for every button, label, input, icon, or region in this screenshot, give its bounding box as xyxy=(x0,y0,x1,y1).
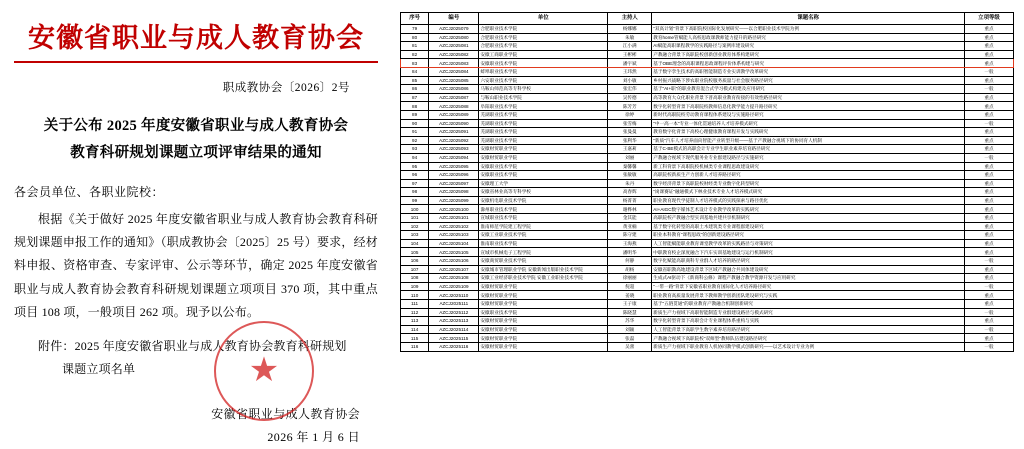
cell-level: 重点 xyxy=(964,248,1013,257)
cell-unit: 滁州职业技术学院 xyxy=(479,205,608,214)
cell-index: 82 xyxy=(401,50,429,59)
table-row xyxy=(401,265,1014,274)
cell-index: 99 xyxy=(401,196,429,205)
cell-index: 79 xyxy=(401,25,429,34)
cell-code: AZCJ2025105 xyxy=(429,248,479,257)
document-title: 关于公布 2025 年度安徽省职业与成人教育协会教育科研规划课题立项评审结果的通知 xyxy=(43,118,349,161)
cell-code: AZCJ2025088 xyxy=(429,102,479,111)
cell-code: AZCJ2025096 xyxy=(429,171,479,180)
column-header-level: 立项等级 xyxy=(964,13,1013,25)
cell-index: 106 xyxy=(401,257,429,266)
cell-leader: 王海燕 xyxy=(608,239,652,248)
cell-code: AZCJ2025100 xyxy=(429,205,479,214)
cell-leader: 吴蕾 xyxy=(608,342,652,351)
cell-index: 111 xyxy=(401,300,429,309)
cell-leader: 江小满 xyxy=(608,42,652,51)
table-row xyxy=(401,171,1014,180)
cell-leader: 朱丹 xyxy=(608,179,652,188)
cell-code: AZCJ2025095 xyxy=(429,162,479,171)
column-header-code: 编号 xyxy=(429,13,479,25)
cell-code: AZCJ2025108 xyxy=(429,274,479,283)
cell-code: AZCJ2025084 xyxy=(429,67,479,76)
cell-code: AZCJ2025103 xyxy=(429,231,479,240)
cell-code: AZCJ2025099 xyxy=(429,196,479,205)
cell-leader: 潘明华 xyxy=(608,248,652,257)
cell-unit: 芜湖职业技术学院 xyxy=(479,119,608,128)
table-row xyxy=(401,282,1014,291)
table-row xyxy=(401,153,1014,162)
notice-document xyxy=(0,0,392,445)
cell-index: 101 xyxy=(401,214,429,223)
cell-code: AZCJ2025081 xyxy=(429,42,479,51)
cell-code: AZCJ2025114 xyxy=(429,325,479,334)
cell-project-title: 数字化转型背景下高职会计专业课程体系重构与实践 xyxy=(652,317,965,326)
cell-index: 89 xyxy=(401,110,429,119)
cell-leader: 张利华 xyxy=(608,136,652,145)
table-row xyxy=(401,93,1014,102)
cell-level: 重点 xyxy=(964,239,1013,248)
cell-level: 重点 xyxy=(964,334,1013,343)
cell-project-title: AI+AIGC数字媒体艺术设计专业教学改革的实践研究 xyxy=(652,205,965,214)
cell-index: 103 xyxy=(401,231,429,240)
table-row xyxy=(401,239,1014,248)
cell-unit: 芜湖职业技术学院 xyxy=(479,110,608,119)
column-header-project-title: 课题名称 xyxy=(652,13,965,25)
cell-project-title: 人工智能赋能职业教育课堂教学改革的实践路径与对策研究 xyxy=(652,239,965,248)
document-body-paragraph: 根据《关于做好 2025 年度安徽省职业与成人教育协会教育科研规划课题申报工作的通知》（职成教协会〔2025〕25 号）要求，经材料申报、资格审查、专家评审、公示等环节，确定 2025 年度安徽省职业与成人教育协会教育科研规划课题立项项目 370 项，其中重点项目 108 项，一般项目 262 项。现予以公布。 xyxy=(14,211,378,320)
table-row xyxy=(401,308,1014,317)
cell-code: AZCJ2025089 xyxy=(429,110,479,119)
cell-level: 重点 xyxy=(964,205,1013,214)
column-header-leader: 主持人 xyxy=(608,13,652,25)
cell-unit: 淮南师范学院建工程学院 xyxy=(479,222,608,231)
cell-leader: 倪超 xyxy=(608,282,652,291)
cell-unit: 安徽财贸职业学院 xyxy=(479,325,608,334)
cell-leader: 陈晓慧 xyxy=(608,308,652,317)
table-row xyxy=(401,76,1014,85)
cell-unit: 安徽财贸职业学院 xyxy=(479,282,608,291)
cell-leader: 刘小敏 xyxy=(608,76,652,85)
cell-level: 重点 xyxy=(964,214,1013,223)
cell-index: 109 xyxy=(401,282,429,291)
cell-code: AZCJ2025102 xyxy=(429,222,479,231)
cell-index: 80 xyxy=(401,33,429,42)
cell-code: AZCJ2025116 xyxy=(429,342,479,351)
cell-unit: 蚌埠职业技术学院 xyxy=(479,67,608,76)
cell-index: 96 xyxy=(401,171,429,180)
table-row xyxy=(401,300,1014,309)
cell-code: AZCJ2025082 xyxy=(429,50,479,59)
table-body xyxy=(401,25,1014,352)
cell-project-title: 职业本科教育"课程思政"的创新建设路径研究 xyxy=(652,231,965,240)
cell-project-title: 新时代高职院校劳动教育课程体系建设与实施路径研究 xyxy=(652,110,965,119)
cell-project-title: "新质"汽车人才培养面向智能产业转型升级——基于产教融合视域下的协同育人机制 xyxy=(652,136,965,145)
cell-leader: 黄亚楠 xyxy=(608,222,652,231)
cell-level: 重点 xyxy=(964,171,1013,180)
attachment-sublabel: 课题立项名单 xyxy=(62,361,136,376)
cell-code: AZCJ2025106 xyxy=(429,257,479,266)
cell-leader: 秦馨馨 xyxy=(608,162,652,171)
cell-index: 84 xyxy=(401,67,429,76)
cell-unit: 阜阳职业技术学院 xyxy=(479,102,608,111)
cell-unit: 与鞍山职业技术学院 xyxy=(479,93,608,102)
table-row xyxy=(401,205,1014,214)
table-row xyxy=(401,119,1014,128)
cell-leader: 陈芳芳 xyxy=(608,102,652,111)
cell-level: 一般 xyxy=(964,257,1013,266)
cell-code: AZCJ2025093 xyxy=(429,145,479,154)
cell-index: 105 xyxy=(401,248,429,257)
cell-leader: 苏华 xyxy=(608,317,652,326)
cell-level: 重点 xyxy=(964,42,1013,51)
cell-level: 重点 xyxy=(964,93,1013,102)
cell-level: 重点 xyxy=(964,110,1013,119)
table-row xyxy=(401,102,1014,111)
cell-index: 95 xyxy=(401,162,429,171)
table-row xyxy=(401,50,1014,59)
cell-leader: 潘宇斌 xyxy=(608,59,652,68)
document-addressee: 各会员单位、各职业院校： xyxy=(14,184,165,199)
cell-unit: 安徽财贸职业学院 xyxy=(479,145,608,154)
cell-project-title: 基于"AI+职"的职业教育混合式学习模式构建及应用研究 xyxy=(652,85,965,94)
cell-project-title: AI赋能高职课程教学的实践路径与案例库建设研究 xyxy=(652,42,965,51)
cell-index: 81 xyxy=(401,42,429,51)
cell-project-title: 高等教育大众化职业背景下普高职业教育衔接的有效性路径研究 xyxy=(652,93,965,102)
table-row xyxy=(401,248,1014,257)
cell-index: 113 xyxy=(401,317,429,326)
cell-unit: 安徽财贸职业学院 xyxy=(479,342,608,351)
cell-code: AZCJ2025079 xyxy=(429,25,479,34)
cell-level: 重点 xyxy=(964,102,1013,111)
cell-unit: 宣城职业技术学院 xyxy=(479,214,608,223)
cell-unit: 安徽财贸职业学院 xyxy=(479,317,608,326)
table-row xyxy=(401,342,1014,351)
cell-code: AZCJ2025080 xyxy=(429,33,479,42)
cell-index: 112 xyxy=(401,308,429,317)
cell-leader: 金其能 xyxy=(608,214,652,223)
cell-code: AZCJ2025085 xyxy=(429,76,479,85)
cell-leader: 吴传德 xyxy=(608,93,652,102)
cell-level: 重点 xyxy=(964,76,1013,85)
cell-leader: 刘颖 xyxy=(608,325,652,334)
cell-level: 一般 xyxy=(964,325,1013,334)
cell-leader: 王玮然 xyxy=(608,67,652,76)
cell-unit: 安徽财贸职业学院 xyxy=(479,300,608,309)
table-row xyxy=(401,136,1014,145)
cell-unit: 芜湖职业技术学院 xyxy=(479,128,608,137)
cell-code: AZCJ2025090 xyxy=(429,119,479,128)
column-header-unit: 单位 xyxy=(479,13,608,25)
cell-level: 重点 xyxy=(964,162,1013,171)
cell-level: 一般 xyxy=(964,282,1013,291)
table-row xyxy=(401,33,1014,42)
cell-project-title: 数字化转型背景下高职院校教师信息化教学能力提升路径研究 xyxy=(652,102,965,111)
cell-unit: 安徽职业技术学院 xyxy=(479,171,608,180)
cell-project-title: "双高计划"背景下高职院校国际化发展研究——以合肥职业技术学院为例 xyxy=(652,25,965,34)
project-list-table-panel xyxy=(392,0,1024,435)
cell-level: 一般 xyxy=(964,119,1013,128)
cell-unit: 安徽工业经济职业技术学院 安徽工业职业技术学院 xyxy=(479,274,608,283)
cell-level: 一般 xyxy=(964,85,1013,94)
table-row xyxy=(401,317,1014,326)
table-row xyxy=(401,325,1014,334)
cell-index: 102 xyxy=(401,222,429,231)
cell-project-title: 乡村振兴战略下涉农职业院校服务质量与社会服务路径研究 xyxy=(652,76,965,85)
cell-index: 86 xyxy=(401,85,429,94)
cell-level: 重点 xyxy=(964,128,1013,137)
official-seal-icon xyxy=(214,321,314,421)
cell-project-title: "一带一路"背景下安徽省职业教育国际化人才培养路径研究 xyxy=(652,282,965,291)
cell-unit: 安徽城市管理职业学院 安徽新闻出版职业技术学院 xyxy=(479,265,608,274)
cell-level: 重点 xyxy=(964,179,1013,188)
cell-index: 94 xyxy=(401,153,429,162)
table-row xyxy=(401,110,1014,119)
cell-unit: 安徽财贸职业学院 xyxy=(479,334,608,343)
document-signature xyxy=(14,403,360,449)
cell-leader: 张雪梅 xyxy=(608,119,652,128)
cell-code: AZCJ2025104 xyxy=(429,239,479,248)
cell-project-title: 基于"五链贯通"的职业教育产教融合机制创新研究 xyxy=(652,300,965,309)
table-header-row xyxy=(401,13,1014,25)
cell-level: 重点 xyxy=(964,136,1013,145)
cell-code: AZCJ2025112 xyxy=(429,308,479,317)
cell-index: 97 xyxy=(401,179,429,188)
cell-level: 一般 xyxy=(964,67,1013,76)
cell-leader: 姜晓 xyxy=(608,291,652,300)
cell-project-title: "岗课赛证"融通模式下林业技术专业人才培养模式研究 xyxy=(652,188,965,197)
cell-unit: 合肥职业技术学院 xyxy=(479,42,608,51)
cell-leader: 徐婷 xyxy=(608,110,652,119)
project-list-table xyxy=(400,12,1014,352)
cell-index: 108 xyxy=(401,274,429,283)
cell-project-title: "中一高一本"专业一体化贯通培养人才培养模式研究 xyxy=(652,119,965,128)
cell-level: 重点 xyxy=(964,265,1013,274)
cell-leader: 张宏伟 xyxy=(608,85,652,94)
cell-unit: 淮南职业技术学院 xyxy=(479,239,608,248)
cell-project-title: 数字化赋能高职商科专业群人才培养的路径研究 xyxy=(652,257,965,266)
table-row xyxy=(401,162,1014,171)
cell-leader: 张曼曼 xyxy=(608,128,652,137)
cell-level: 重点 xyxy=(964,33,1013,42)
cell-unit: 安徽财贸职业学院 xyxy=(479,153,608,162)
cell-project-title: 人工智能背景下高职学生数字素养培育路径研究 xyxy=(652,325,965,334)
cell-project-title: 产教融合背景下高职院校创新创业教育体系构建研究 xyxy=(652,50,965,59)
cell-code: AZCJ2025091 xyxy=(429,128,479,137)
issuing-organization-banner: 安徽省职业与成人教育协会 xyxy=(14,16,378,63)
cell-code: AZCJ2025115 xyxy=(429,334,479,343)
cell-index: 85 xyxy=(401,76,429,85)
cell-index: 87 xyxy=(401,93,429,102)
table-row xyxy=(401,214,1014,223)
cell-index: 110 xyxy=(401,291,429,300)
cell-project-title: 数字经济背景下高职院校财经类专业数字化转型研究 xyxy=(652,179,965,188)
cell-index: 116 xyxy=(401,342,429,351)
table-row xyxy=(401,291,1014,300)
cell-code: AZCJ2025083 xyxy=(429,59,479,68)
cell-unit: 安徽财贸职业学院 xyxy=(479,291,608,300)
cell-code: AZCJ2025086 xyxy=(429,85,479,94)
cell-unit: 六安职业技术学院 xyxy=(479,76,608,85)
table-row xyxy=(401,231,1014,240)
cell-project-title: 基于数字化转型的高职土木建筑类专业课程群建设研究 xyxy=(652,222,965,231)
cell-index: 98 xyxy=(401,188,429,197)
cell-code: AZCJ2025111 xyxy=(429,300,479,309)
cell-level: 重点 xyxy=(964,145,1013,154)
table-row xyxy=(401,25,1014,34)
cell-level: 重点 xyxy=(964,317,1013,326)
cell-leader: 王彬彬 xyxy=(608,50,652,59)
cell-level: 一般 xyxy=(964,153,1013,162)
table-row xyxy=(401,196,1014,205)
cell-project-title: 职业教育高质量发展背景下教师教学创新团队建设研究与实践 xyxy=(652,291,965,300)
cell-level: 重点 xyxy=(964,25,1013,34)
cell-index: 90 xyxy=(401,119,429,128)
cell-unit: 宣城市机械电子工程学院 xyxy=(479,248,608,257)
cell-unit: 安徽工商职业学院 xyxy=(479,50,608,59)
cell-level: 重点 xyxy=(964,291,1013,300)
cell-leader: 刘丽 xyxy=(608,153,652,162)
cell-index: 91 xyxy=(401,128,429,137)
cell-project-title: 基于数字孪生技术的高职智能制造专业实训教学改革研究 xyxy=(652,67,965,76)
cell-unit: 马鞍山师范高等专科学校 xyxy=(479,85,608,94)
cell-project-title: 新工科背景下高职院校机械类专业课程思政建设研究 xyxy=(652,162,965,171)
cell-project-title: 产教融合视域下现代服务业专业群建设路径与实施研究 xyxy=(652,153,965,162)
column-header-index: 序号 xyxy=(401,13,429,25)
cell-index: 88 xyxy=(401,102,429,111)
cell-code: AZCJ2025097 xyxy=(429,179,479,188)
cell-leader: 何静 xyxy=(608,257,652,266)
cell-project-title: 高职院校新质生产力创新人才培养路径研究 xyxy=(652,171,965,180)
cell-unit: 安徽商贸职业技术学院 xyxy=(479,257,608,266)
cell-code: AZCJ2025107 xyxy=(429,265,479,274)
table-row xyxy=(401,67,1014,76)
cell-leader: 胡杨 xyxy=(608,265,652,274)
cell-index: 115 xyxy=(401,334,429,343)
attachment-label: 附件：2025 年度安徽省职业与成人教育协会教育科研规划 xyxy=(38,338,347,353)
signature-date: 2026 年 1 月 6 日 xyxy=(267,430,360,445)
cell-leader: 杨菁菁 xyxy=(608,196,652,205)
cell-leader: 高春辉 xyxy=(608,188,652,197)
cell-level: 重点 xyxy=(964,50,1013,59)
cell-leader: 王嘉莉 xyxy=(608,145,652,154)
cell-project-title: 基于C-BE模式的高职会计专业学生职业素养培育路径研究 xyxy=(652,145,965,154)
cell-index: 93 xyxy=(401,145,429,154)
table-row xyxy=(401,179,1014,188)
cell-project-title: 产教融合视域下高职院校"双师型"教师队伍建设路径研究 xyxy=(652,334,965,343)
cell-unit: 安徽工业职业技术学院 xyxy=(479,231,608,240)
cell-unit: 安徽机电职业技术学院 xyxy=(479,196,608,205)
cell-index: 114 xyxy=(401,325,429,334)
signature-organization: 安徽省职业与成人教育协会 xyxy=(211,407,360,422)
cell-unit: 安徽职业技术学院 xyxy=(479,308,608,317)
cell-unit: 合肥职业技术学院 xyxy=(479,33,608,42)
cell-leader: 张敏敏 xyxy=(608,171,652,180)
cell-leader: 王子康 xyxy=(608,300,652,309)
table-row xyxy=(401,222,1014,231)
cell-index: 83 xyxy=(401,59,429,68)
table-row xyxy=(401,59,1014,68)
cell-code: AZCJ2025087 xyxy=(429,93,479,102)
document-number: 职成教协会〔2026〕2号 xyxy=(222,82,350,94)
cell-level: 重点 xyxy=(964,59,1013,68)
cell-leader: 徐丽丽 xyxy=(608,274,652,283)
cell-project-title: 职业教育现代学徒制人才培养模式的实践探索与路径优化 xyxy=(652,196,965,205)
cell-level: 一般 xyxy=(964,308,1013,317)
cell-project-title: 教育数字化背景下高校心理健康教育课程开发与实践研究 xyxy=(652,128,965,137)
cell-code: AZCJ2025113 xyxy=(429,317,479,326)
cell-leader: 杨娜娜 xyxy=(608,25,652,34)
table-row xyxy=(401,188,1014,197)
cell-project-title: 中职教育校企深度融合下汽车实训基地建设与运行机制研究 xyxy=(652,248,965,257)
table-row xyxy=(401,85,1014,94)
cell-project-title: 高职院校产教融合型实训基地共建共享机制研究 xyxy=(652,214,965,223)
cell-project-title: 新质生产力视域下职业教育人机协同教学模式创新研究——以艺术设计专业为例 xyxy=(652,342,965,351)
cell-project-title: 基于OBE理念的高职课程思政课程评价体系构建与研究 xyxy=(652,59,965,68)
cell-code: AZCJ2025109 xyxy=(429,282,479,291)
cell-leader: 朱敏 xyxy=(608,33,652,42)
table-row xyxy=(401,334,1014,343)
table-row xyxy=(401,128,1014,137)
cell-unit: 安徽职业技术学院 xyxy=(479,162,608,171)
cell-unit: 芜湖职业技术学院 xyxy=(479,136,608,145)
cell-code: AZCJ2025094 xyxy=(429,153,479,162)
cell-level: 重点 xyxy=(964,231,1013,240)
table-row xyxy=(401,145,1014,154)
cell-leader: 张磊 xyxy=(608,334,652,343)
cell-unit: 安徽职业技术学院 xyxy=(479,59,608,68)
cell-project-title: 教育home管赋能人高校思政课教师能力提升的路径研究 xyxy=(652,33,965,42)
cell-level: 重点 xyxy=(964,300,1013,309)
cell-unit: 安徽理工大学 xyxy=(479,179,608,188)
cell-project-title: 新质生产力视域下高职智能制造专业群建设路径与模式研究 xyxy=(652,308,965,317)
cell-level: 重点 xyxy=(964,188,1013,197)
cell-unit: 合肥职业技术学院 xyxy=(479,25,608,34)
cell-unit: 安徽省林业高等专科学校 xyxy=(479,188,608,197)
cell-index: 100 xyxy=(401,205,429,214)
cell-level: 重点 xyxy=(964,274,1013,283)
cell-leader: 陈守建 xyxy=(608,231,652,240)
cell-index: 104 xyxy=(401,239,429,248)
cell-code: AZCJ2025098 xyxy=(429,188,479,197)
cell-index: 92 xyxy=(401,136,429,145)
table-row xyxy=(401,42,1014,51)
cell-code: AZCJ2025092 xyxy=(429,136,479,145)
cell-level: 重点 xyxy=(964,196,1013,205)
cell-leader: 谢桦林 xyxy=(608,205,652,214)
table-row xyxy=(401,274,1014,283)
cell-project-title: 生成式AI驱动下《新商科公修》课程产教融合教学资源开发与应用研究 xyxy=(652,274,965,283)
document-attachment-line xyxy=(14,335,378,382)
cell-project-title: 安徽省职教高地建设背景下区域产教融合共同体建设研究 xyxy=(652,265,965,274)
cell-index: 107 xyxy=(401,265,429,274)
cell-level: 一般 xyxy=(964,342,1013,351)
cell-level: 重点 xyxy=(964,222,1013,231)
cell-code: AZCJ2025101 xyxy=(429,214,479,223)
table-row xyxy=(401,257,1014,266)
cell-code: AZCJ2025110 xyxy=(429,291,479,300)
